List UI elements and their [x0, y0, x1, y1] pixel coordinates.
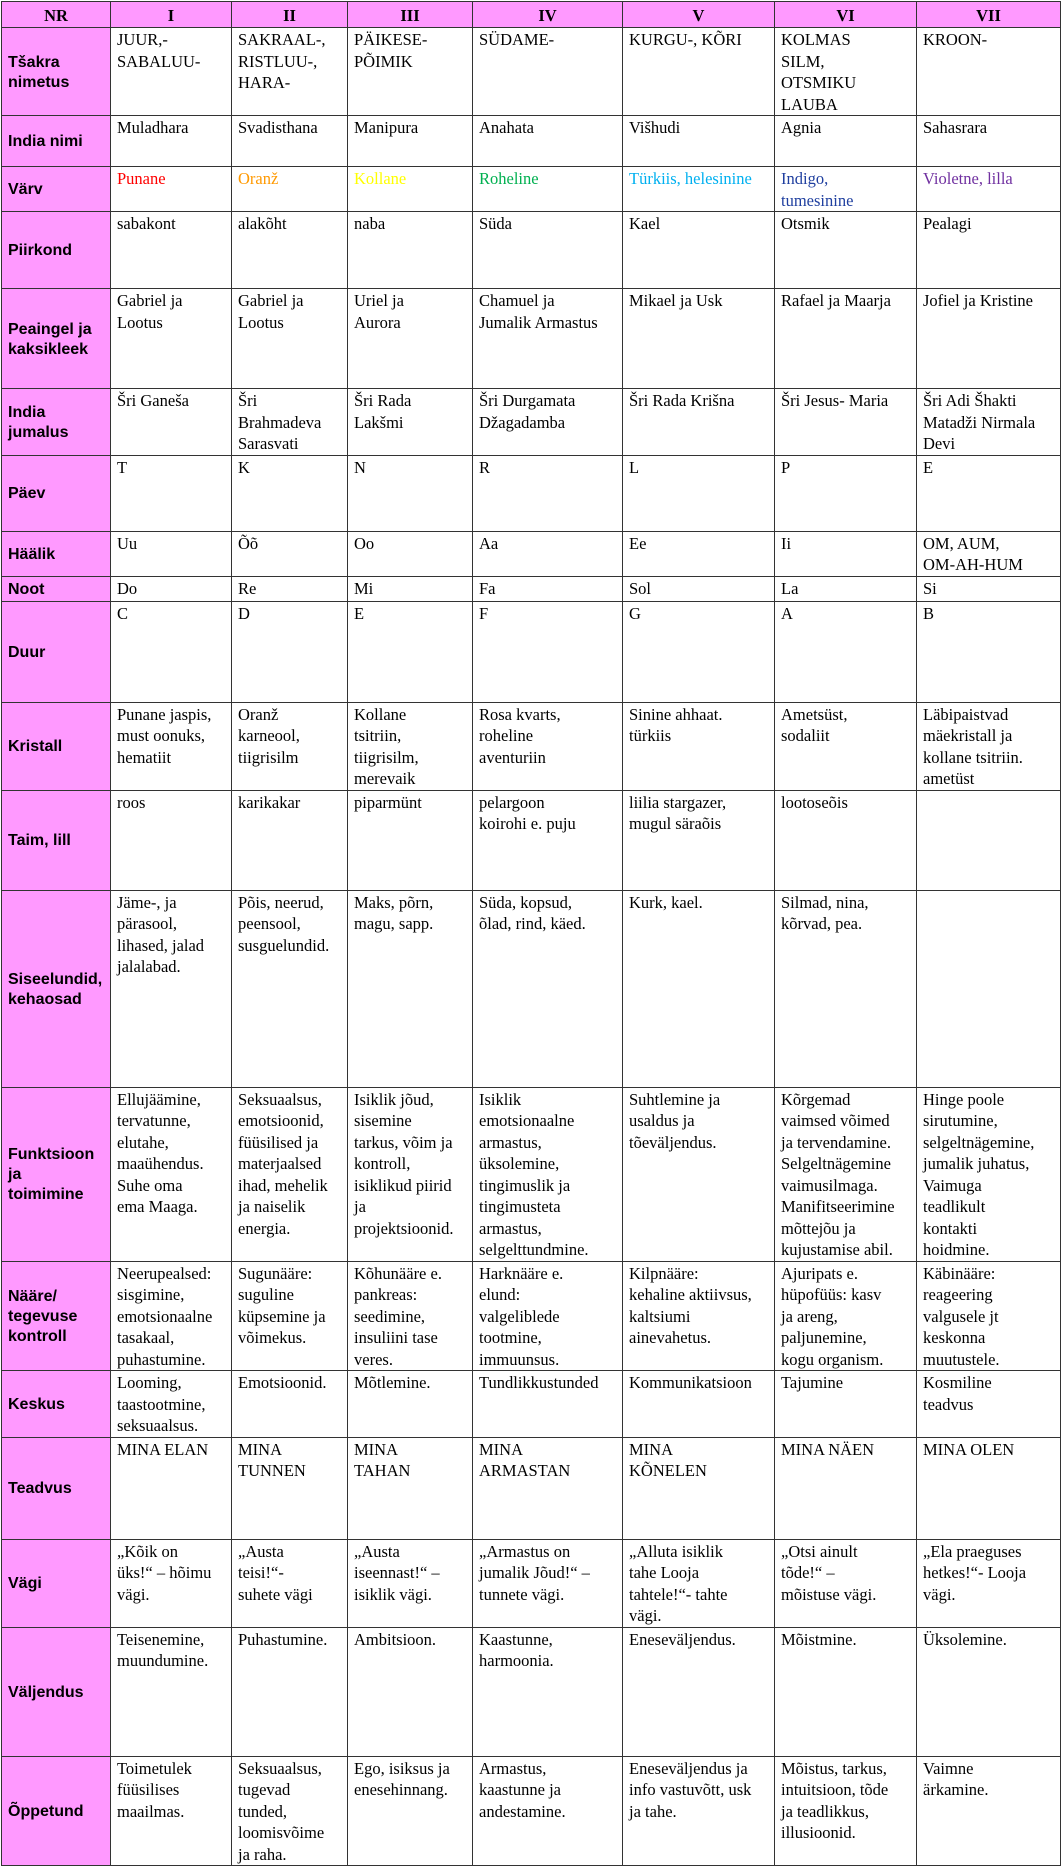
table-row	[2, 1261, 1061, 1371]
table-cell: Šri Adi Šhakti Matadži Nirmala Devi	[917, 389, 1061, 456]
table-cell: roos	[111, 790, 232, 890]
table-row	[2, 28, 1061, 116]
table-cell: Õõ	[232, 531, 348, 576]
table-cell: T	[111, 455, 232, 531]
table-cell: „Austa teisi!“- suhete vägi	[232, 1539, 348, 1627]
table-cell: La	[775, 576, 917, 601]
table-cell: Maks, põrn, magu, sapp.	[348, 890, 473, 1087]
table-row	[2, 1437, 1061, 1539]
table-cell: MINA NÄEN	[775, 1437, 917, 1539]
table-cell: Do	[111, 576, 232, 601]
table-cell: K	[232, 455, 348, 531]
table-cell: JUUR,- SABALUU-	[111, 28, 232, 116]
table-cell: Re	[232, 576, 348, 601]
table-cell: Puhastumine.	[232, 1627, 348, 1756]
table-cell: Aa	[473, 531, 623, 576]
table-cell	[917, 890, 1061, 1087]
row-label: Kristall	[2, 702, 111, 790]
table-cell: Emotsioonid.	[232, 1371, 348, 1438]
row-label: Õppetund	[2, 1756, 111, 1866]
table-cell: piparmünt	[348, 790, 473, 890]
table-cell: Ellujäämine, tervatunne, elutahe, maaühendus. Suhe oma ema Maaga.	[111, 1087, 232, 1261]
table-cell: Türkiis, helesinine	[623, 167, 775, 212]
chakra-table	[1, 1, 1061, 1866]
table-cell: Armastus, kaastunne ja andestamine.	[473, 1756, 623, 1866]
table-row	[2, 1756, 1061, 1866]
table-cell: Toimetulek füüsilises maailmas.	[111, 1756, 232, 1866]
table-cell: A	[775, 601, 917, 702]
row-label: Päev	[2, 455, 111, 531]
table-cell: Neerupealsed: sisgimine, emotsionaalne tasakaal, puhastumine.	[111, 1261, 232, 1371]
column-header-iv: IV	[473, 2, 623, 28]
table-cell: Sol	[623, 576, 775, 601]
table-cell: „Austa iseennast!“ – isiklik vägi.	[348, 1539, 473, 1627]
table-cell: Kõrgemad vaimsed võimed ja tervendamine. Selgeltnägemine vaimusilmaga. Manifitseerimine mõttejõu ja kujustamise abil.	[775, 1087, 917, 1261]
table-cell: Kael	[623, 212, 775, 289]
table-cell: Mõistmine.	[775, 1627, 917, 1756]
column-header-ii: II	[232, 2, 348, 28]
table-row	[2, 531, 1061, 576]
table-cell: „Armastus on jumalik Jõud!“ – tunnete vägi.	[473, 1539, 623, 1627]
table-cell: Rafael ja Maarja	[775, 289, 917, 389]
table-cell: Hinge poole sirutumine, selgeltnägemine, jumalik juhatus, Vaimuga teadlikult kontakti hoidmine.	[917, 1087, 1061, 1261]
table-cell: Sahasrara	[917, 116, 1061, 167]
table-cell: Šri Rada Lakšmi	[348, 389, 473, 456]
row-label: Duur	[2, 601, 111, 702]
table-cell: Vaimne ärkamine.	[917, 1756, 1061, 1866]
table-cell: Põis, neerud, peensool, susguelundid.	[232, 890, 348, 1087]
table-cell: MINA ARMASTAN	[473, 1437, 623, 1539]
table-cell: MINA TUNNEN	[232, 1437, 348, 1539]
table-cell: MINA ELAN	[111, 1437, 232, 1539]
table-cell: Šri Ganeša	[111, 389, 232, 456]
table-cell: SAKRAAL-, RISTLUU-, HARA-	[232, 28, 348, 116]
row-label: Piirkond	[2, 212, 111, 289]
column-header-nr: NR	[2, 2, 111, 28]
table-cell	[917, 790, 1061, 890]
table-cell: L	[623, 455, 775, 531]
table-cell: Rosa kvarts, roheline aventuriin	[473, 702, 623, 790]
table-cell: B	[917, 601, 1061, 702]
table-cell: Chamuel ja Jumalik Armastus	[473, 289, 623, 389]
table-cell: Kurk, kael.	[623, 890, 775, 1087]
table-row	[2, 389, 1061, 456]
table-row	[2, 890, 1061, 1087]
table-cell: Süda	[473, 212, 623, 289]
table-cell: Mõistus, tarkus, intuitsioon, tõde ja teadlikkus, illusioonid.	[775, 1756, 917, 1866]
table-cell: Ambitsioon.	[348, 1627, 473, 1756]
table-cell: Seksuaalsus, tugevad tunded, loomisvõime ja raha.	[232, 1756, 348, 1866]
row-label: Värv	[2, 167, 111, 212]
table-cell: liilia stargazer, mugul säraõis	[623, 790, 775, 890]
row-label: Funktsioon ja toimimine	[2, 1087, 111, 1261]
row-label: India jumalus	[2, 389, 111, 456]
table-cell: pelargoon koirohi e. puju	[473, 790, 623, 890]
table-row	[2, 212, 1061, 289]
table-cell: Teisenemine, muundumine.	[111, 1627, 232, 1756]
table-cell: E	[348, 601, 473, 702]
table-cell: Si	[917, 576, 1061, 601]
table-cell: D	[232, 601, 348, 702]
table-row	[2, 790, 1061, 890]
table-row	[2, 576, 1061, 601]
table-cell: sabakont	[111, 212, 232, 289]
table-cell: Harknääre e. elund: valgeliblede tootmine, immuunsus.	[473, 1261, 623, 1371]
table-row	[2, 116, 1061, 167]
table-cell: karikakar	[232, 790, 348, 890]
table-row	[2, 702, 1061, 790]
table-row	[2, 1087, 1061, 1261]
table-cell: Kaastunne, harmoonia.	[473, 1627, 623, 1756]
table-cell: Indigo, tumesinine	[775, 167, 917, 212]
table-cell: Eneseväljendus ja info vastuvõtt, usk ja tahe.	[623, 1756, 775, 1866]
table-row	[2, 289, 1061, 389]
table-cell: Kommunikatsioon	[623, 1371, 775, 1438]
table-cell: R	[473, 455, 623, 531]
table-cell: Kollane tsitriin, tiigrisilm, merevaik	[348, 702, 473, 790]
table-cell: Violetne, lilla	[917, 167, 1061, 212]
table-cell: Ego, isiksus ja enesehinnang.	[348, 1756, 473, 1866]
table-cell: Sinine ahhaat. türkiis	[623, 702, 775, 790]
table-cell: Mikael ja Usk	[623, 289, 775, 389]
table-cell: Suhtlemine ja usaldus ja tõeväljendus.	[623, 1087, 775, 1261]
table-cell: Tajumine	[775, 1371, 917, 1438]
table-cell: Manipura	[348, 116, 473, 167]
column-header-vii: VII	[917, 2, 1061, 28]
table-cell: Otsmik	[775, 212, 917, 289]
table-cell: Pealagi	[917, 212, 1061, 289]
table-row	[2, 1371, 1061, 1438]
table-row	[2, 1539, 1061, 1627]
table-cell: Üksolemine.	[917, 1627, 1061, 1756]
row-label: Siseelundid, kehaosad	[2, 890, 111, 1087]
row-label: Väljendus	[2, 1627, 111, 1756]
table-cell: Kosmiline teadvus	[917, 1371, 1061, 1438]
table-row	[2, 167, 1061, 212]
table-cell: KURGU-, KÕRI	[623, 28, 775, 116]
table-cell: Anahata	[473, 116, 623, 167]
table-row	[2, 455, 1061, 531]
table-cell: PÄIKESE- PÕIMIK	[348, 28, 473, 116]
table-cell: Agnia	[775, 116, 917, 167]
header-row	[2, 2, 1061, 28]
table-cell: Uu	[111, 531, 232, 576]
table-cell: Punane jaspis, must oonuks, hematiit	[111, 702, 232, 790]
row-label: Taim, lill	[2, 790, 111, 890]
table-cell: Ii	[775, 531, 917, 576]
table-cell: Isiklik jõud, sisemine tarkus, võim ja kontroll, isiklikud piirid ja projektsioonid.	[348, 1087, 473, 1261]
table-cell: MINA OLEN	[917, 1437, 1061, 1539]
table-cell: alakõht	[232, 212, 348, 289]
table-cell: Jofiel ja Kristine	[917, 289, 1061, 389]
table-cell: Kilpnääre: kehaline aktiivsus, kaltsiumi ainevahetus.	[623, 1261, 775, 1371]
table-cell: Punane	[111, 167, 232, 212]
table-row	[2, 1627, 1061, 1756]
table-cell: Oo	[348, 531, 473, 576]
table-cell: C	[111, 601, 232, 702]
table-cell: Isiklik emotsionaalne armastus, üksolemine, tingimuslik ja tingimusteta armastus, selgelttundmine.	[473, 1087, 623, 1261]
row-label: Keskus	[2, 1371, 111, 1438]
table-cell: Šri Brahmadeva Sarasvati	[232, 389, 348, 456]
table-cell: Kollane	[348, 167, 473, 212]
table-cell: „Kõik on üks!“ – hõimu vägi.	[111, 1539, 232, 1627]
table-cell: Sugunääre: suguline küpsemine ja võimekus.	[232, 1261, 348, 1371]
table-cell: MINA TAHAN	[348, 1437, 473, 1539]
table-cell: OM, AUM, OM-AH-HUM	[917, 531, 1061, 576]
table-cell: Gabriel ja Lootus	[232, 289, 348, 389]
row-label: Häälik	[2, 531, 111, 576]
table-cell: Käbinääre: reageering valgusele jt keskonna muutustele.	[917, 1261, 1061, 1371]
table-cell: P	[775, 455, 917, 531]
table-cell: Läbipaistvad mäekristall ja kollane tsitriin. ametüst	[917, 702, 1061, 790]
table-cell: Oranž karneool, tiigrisilm	[232, 702, 348, 790]
table-cell: Silmad, nina, kõrvad, pea.	[775, 890, 917, 1087]
table-cell: Šri Rada Krišna	[623, 389, 775, 456]
table-cell: KOLMAS SILM, OTSMIKU LAUBA	[775, 28, 917, 116]
table-row	[2, 601, 1061, 702]
table-cell: Ee	[623, 531, 775, 576]
table-cell: Looming, taastootmine, seksuaalsus.	[111, 1371, 232, 1438]
row-label: Vägi	[2, 1539, 111, 1627]
row-label: Noot	[2, 576, 111, 601]
table-cell: Fa	[473, 576, 623, 601]
table-cell: Svadisthana	[232, 116, 348, 167]
row-label: Nääre/ tegevuse kontroll	[2, 1261, 111, 1371]
table-cell: Eneseväljendus.	[623, 1627, 775, 1756]
table-body	[2, 28, 1061, 1866]
table-cell: naba	[348, 212, 473, 289]
table-cell: Süda, kopsud, õlad, rind, käed.	[473, 890, 623, 1087]
table-cell: Ajuripats e. hüpofüüs: kasv ja areng, paljunemine, kogu organism.	[775, 1261, 917, 1371]
table-cell: Višhudi	[623, 116, 775, 167]
table-cell: Tundlikkustunded	[473, 1371, 623, 1438]
table-cell: SÜDAME-	[473, 28, 623, 116]
table-cell: Roheline	[473, 167, 623, 212]
column-header-i: I	[111, 2, 232, 28]
table-cell: „Otsi ainult tõde!“ – mõistuse vägi.	[775, 1539, 917, 1627]
table-cell: KROON-	[917, 28, 1061, 116]
table-cell: Oranž	[232, 167, 348, 212]
table-cell: Mõtlemine.	[348, 1371, 473, 1438]
row-label: Teadvus	[2, 1437, 111, 1539]
table-cell: Muladhara	[111, 116, 232, 167]
row-label: India nimi	[2, 116, 111, 167]
table-cell: N	[348, 455, 473, 531]
table-cell: Ametsüst, sodaliit	[775, 702, 917, 790]
table-cell: E	[917, 455, 1061, 531]
table-cell: „Alluta isiklik tahe Looja tahtele!“- tahte vägi.	[623, 1539, 775, 1627]
table-cell: Šri Jesus- Maria	[775, 389, 917, 456]
table-cell: Jäme-, ja pärasool, lihased, jalad jalalabad.	[111, 890, 232, 1087]
table-cell: Šri Durgamata Džagadamba	[473, 389, 623, 456]
table-cell: Mi	[348, 576, 473, 601]
column-header-iii: III	[348, 2, 473, 28]
table-cell: Gabriel ja Lootus	[111, 289, 232, 389]
table-cell: F	[473, 601, 623, 702]
table-cell: Uriel ja Aurora	[348, 289, 473, 389]
column-header-v: V	[623, 2, 775, 28]
table-cell: G	[623, 601, 775, 702]
row-label: Peaingel ja kaksikleek	[2, 289, 111, 389]
table-cell: Kõhunääre e. pankreas: seedimine, insuliini tase veres.	[348, 1261, 473, 1371]
table-cell: lootoseõis	[775, 790, 917, 890]
column-header-vi: VI	[775, 2, 917, 28]
table-cell: Seksuaalsus, emotsioonid, füüsilised ja materjaalsed ihad, mehelik ja naiselik energia.	[232, 1087, 348, 1261]
table-cell: „Ela praeguses hetkes!“- Looja vägi.	[917, 1539, 1061, 1627]
row-label: Tšakra nimetus	[2, 28, 111, 116]
table-cell: MINA KÕNELEN	[623, 1437, 775, 1539]
